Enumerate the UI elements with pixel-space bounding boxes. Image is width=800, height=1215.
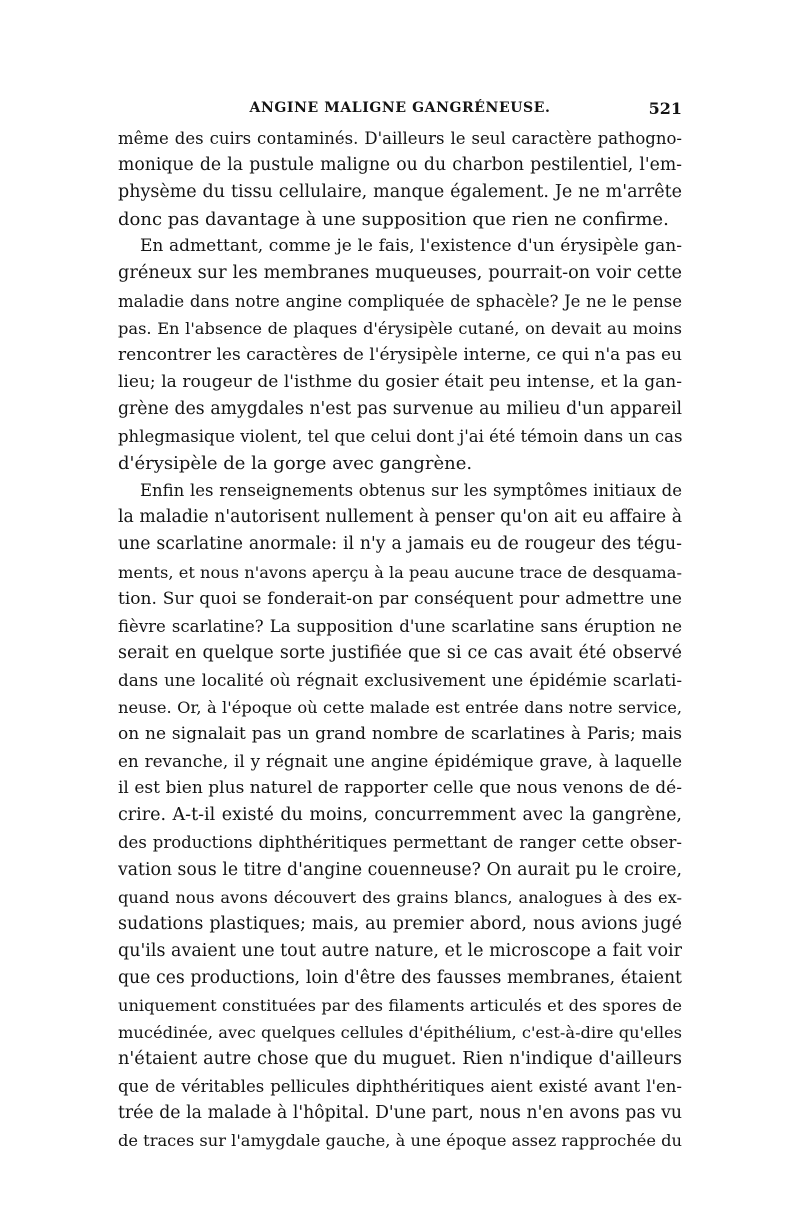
text-line: que ces productions, loin d'être des fausses membranes, étaient	[118, 967, 682, 988]
text-line: que de véritables pellicules diphthéritiques aient existé avant l'en-	[118, 1077, 682, 1097]
paragraph-start-line: Enfin les renseignements obtenus sur les symptômes initiaux de	[140, 481, 682, 501]
text-line: en revanche, il y régnait une angine épidémique grave, à laquelle	[118, 751, 682, 772]
text-line: il est bien plus naturel de rapporter celle que nous venons de dé-	[118, 778, 682, 799]
body-text	[118, 125, 682, 1155]
text-line: de traces sur l'amygdale gauche, à une époque assez rapprochée du	[118, 1131, 682, 1151]
text-line: lieu; la rougeur de l'isthme du gosier était peu intense, et la gan-	[118, 371, 682, 392]
text-line: quand nous avons découvert des grains blancs, analogues à des ex-	[118, 887, 682, 907]
text-line: grène des amygdales n'est pas survenue au milieu d'un appareil	[118, 398, 682, 419]
running-head	[118, 100, 682, 122]
text-line: fièvre scarlatine? La supposition d'une scarlatine sans éruption ne	[118, 616, 682, 636]
text-line: physème du tissu cellulaire, manque également. Je ne m'arrête	[118, 182, 682, 203]
text-line: maladie dans notre angine compliquée de sphacèle? Je ne le pense	[118, 291, 682, 311]
text-line: uniquement constituées par des filaments articulés et des spores de	[118, 996, 682, 1015]
text-line: sudations plastiques; mais, au premier abord, nous avions jugé	[118, 913, 682, 934]
text-line: la maladie n'autorisent nullement à penser qu'on ait eu affaire à	[118, 507, 682, 528]
text-line: phlegmasique violent, tel que celui dont j'ai été témoin dans un cas	[118, 427, 682, 447]
text-line: gréneux sur les membranes muqueuses, pourrait-on voir cette	[118, 263, 682, 284]
text-line: dans une localité où régnait exclusivement une épidémie scarlati-	[118, 669, 682, 690]
running-title: ANGINE MALIGNE GANGRÉNEUSE.	[249, 100, 551, 116]
text-line: des productions diphthéritiques permettant de ranger cette obser-	[118, 833, 682, 853]
text-line: crire. A-t-il existé du moins, concurremment avec la gangrène,	[118, 805, 682, 826]
page-number: 521	[648, 99, 682, 118]
text-line: même des cuirs contaminés. D'ailleurs le seul caractère pathogno-	[118, 129, 682, 148]
text-line: une scarlatine anormale: il n'y a jamais eu de rougeur des tégu-	[118, 534, 682, 555]
text-line: on ne signalait pas un grand nombre de scarlatines à Paris; mais	[118, 724, 682, 745]
text-line: tion. Sur quoi se fonderait-on par conséquent pour admettre une	[118, 588, 682, 609]
text-line: serait en quelque sorte justifiée que si ce cas avait été observé	[118, 642, 682, 663]
text-line: donc pas davantage à une supposition que rien ne confirme.	[118, 209, 669, 231]
text-line: n'étaient autre chose que du muguet. Rien n'indique d'ailleurs	[118, 1049, 682, 1070]
text-line: ments, et nous n'avons aperçu à la peau aucune trace de desquama-	[118, 562, 682, 582]
text-line: monique de la pustule maligne ou du charbon pestilentiel, l'em-	[118, 155, 682, 176]
text-line: neuse. Or, à l'époque où cette malade est entrée dans notre service,	[118, 697, 682, 717]
paragraph-start-line: En admettant, comme je le fais, l'existence d'un érysipèle gan-	[140, 236, 682, 257]
text-line: vation sous le titre d'angine couenneuse? On aurait pu le croire,	[118, 859, 682, 880]
text-line: d'érysipèle de la gorge avec gangrène.	[118, 453, 473, 475]
text-line: trée de la malade à l'hôpital. D'une part, nous n'en avons pas vu	[118, 1103, 682, 1124]
text-line: mucédinée, avec quelques cellules d'épithélium, c'est-à-dire qu'elles	[118, 1023, 682, 1043]
text-line: pas. En l'absence de plaques d'érysipèle cutané, on devait au moins	[118, 318, 682, 338]
text-line: rencontrer les caractères de l'érysipèle interne, ce qui n'a pas eu	[118, 344, 682, 365]
text-line: qu'ils avaient une tout autre nature, et le microscope a fait voir	[118, 940, 682, 961]
